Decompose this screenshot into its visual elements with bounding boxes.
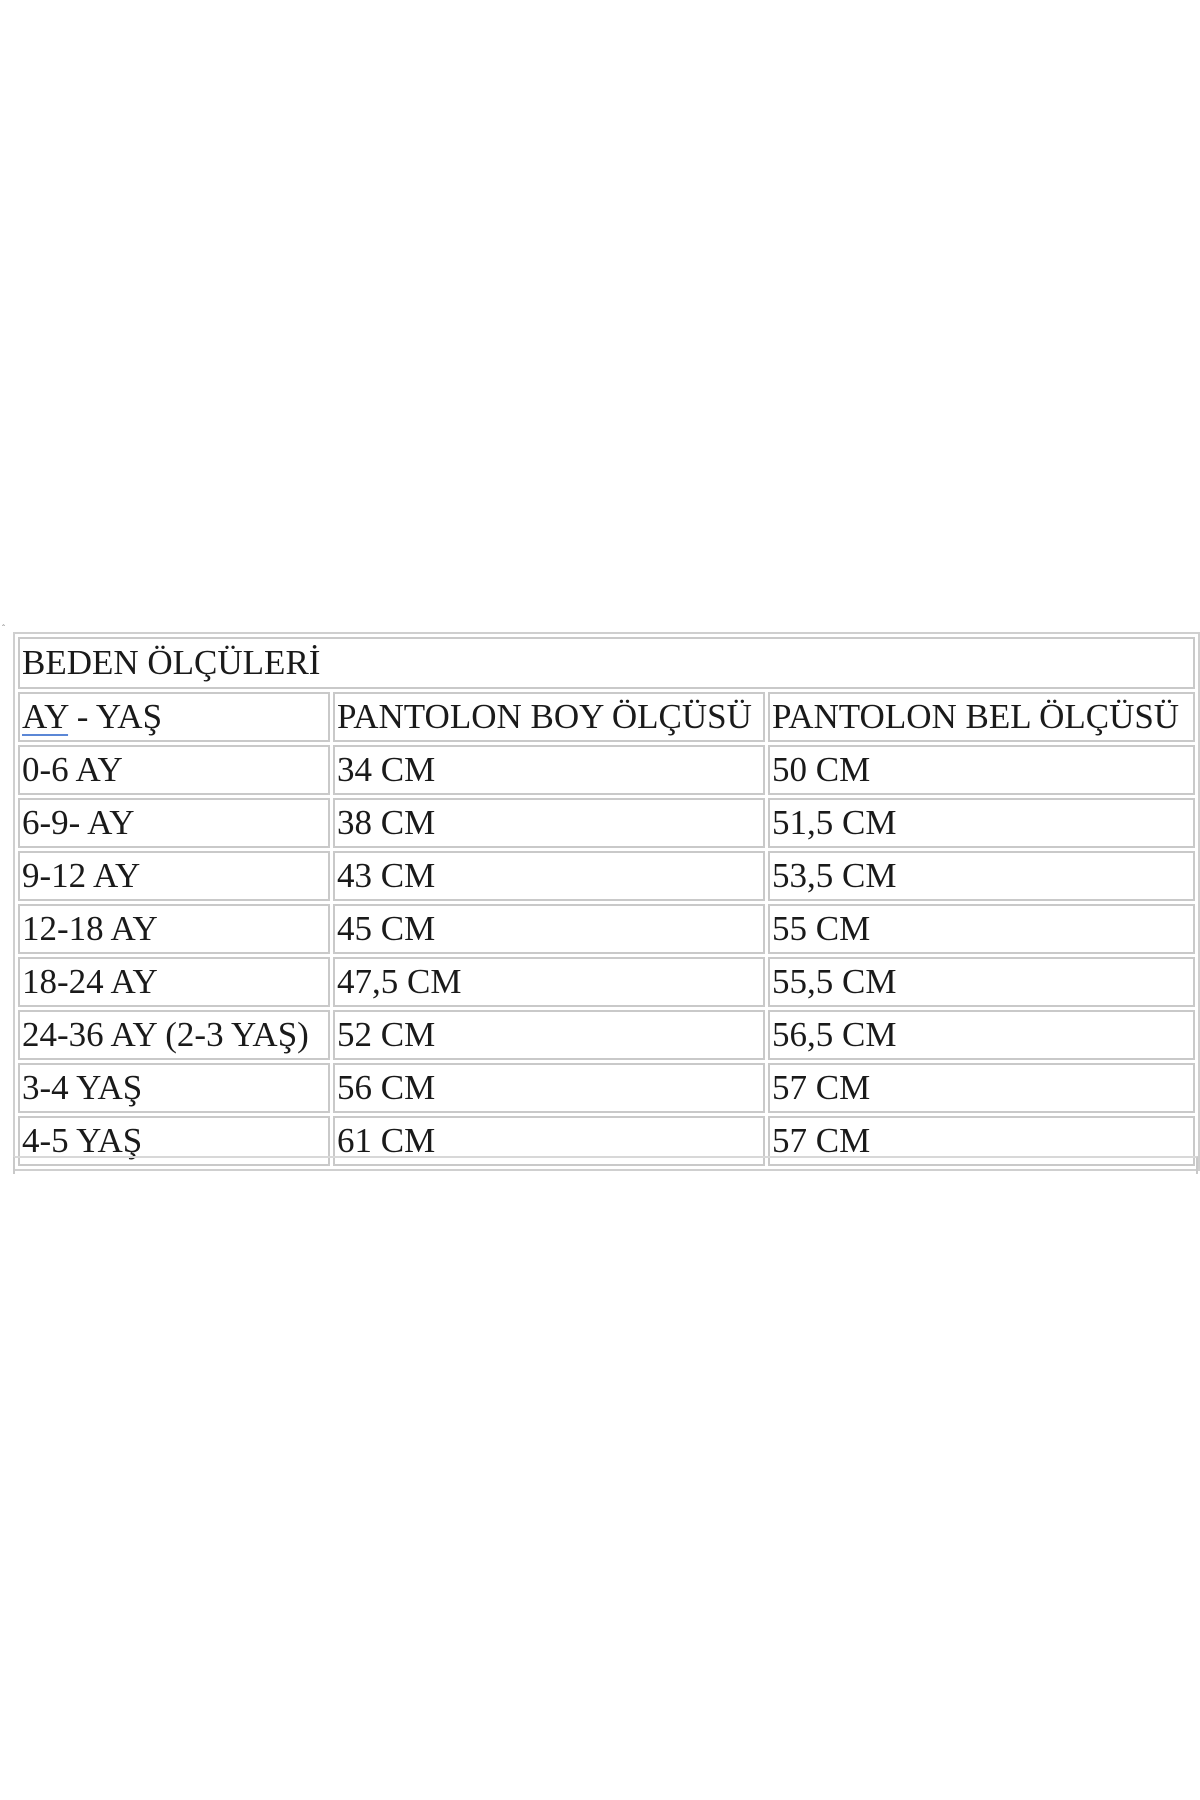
table-title: BEDEN ÖLÇÜLERİ	[18, 637, 1195, 689]
cell-age: 9-12 AY	[18, 851, 330, 901]
table-header-row	[18, 692, 1195, 742]
table-row	[18, 745, 1195, 795]
cell-waist: 56,5 CM	[768, 1010, 1195, 1060]
cell-age: 12-18 AY	[18, 904, 330, 954]
table-row	[18, 957, 1195, 1007]
table-row	[18, 851, 1195, 901]
corner-mark: ˆ	[2, 623, 5, 633]
cell-length: 56 CM	[333, 1063, 765, 1113]
table-row	[18, 1063, 1195, 1113]
header-age-prefix: AY	[22, 697, 69, 736]
cell-length: 43 CM	[333, 851, 765, 901]
header-waist: PANTOLON BEL ÖLÇÜSÜ	[768, 692, 1195, 742]
cell-length: 52 CM	[333, 1010, 765, 1060]
header-age	[18, 692, 330, 742]
cell-length: 45 CM	[333, 904, 765, 954]
cell-waist: 53,5 CM	[768, 851, 1195, 901]
cell-waist: 55,5 CM	[768, 957, 1195, 1007]
cell-age: 6-9- AY	[18, 798, 330, 848]
table-title-row	[18, 637, 1195, 689]
cell-length: 38 CM	[333, 798, 765, 848]
size-chart-table	[13, 632, 1200, 1171]
cell-length: 34 CM	[333, 745, 765, 795]
header-length: PANTOLON BOY ÖLÇÜSÜ	[333, 692, 765, 742]
cell-waist: 57 CM	[768, 1063, 1195, 1113]
cell-length: 61 CM	[333, 1116, 765, 1166]
cell-age: 3-4 YAŞ	[18, 1063, 330, 1113]
cell-waist: 57 CM	[768, 1116, 1195, 1166]
table-row	[18, 1010, 1195, 1060]
cell-age: 24-36 AY (2-3 YAŞ)	[18, 1010, 330, 1060]
table-row	[18, 798, 1195, 848]
cell-age: 18-24 AY	[18, 957, 330, 1007]
cell-age: 4-5 YAŞ	[18, 1116, 330, 1166]
cell-length: 47,5 CM	[333, 957, 765, 1007]
cell-waist: 51,5 CM	[768, 798, 1195, 848]
cell-age: 0-6 AY	[18, 745, 330, 795]
cell-waist: 55 CM	[768, 904, 1195, 954]
cell-waist: 50 CM	[768, 745, 1195, 795]
table-bottom-border	[13, 1156, 1198, 1174]
header-age-suffix: - YAŞ	[68, 697, 163, 736]
table-row	[18, 904, 1195, 954]
